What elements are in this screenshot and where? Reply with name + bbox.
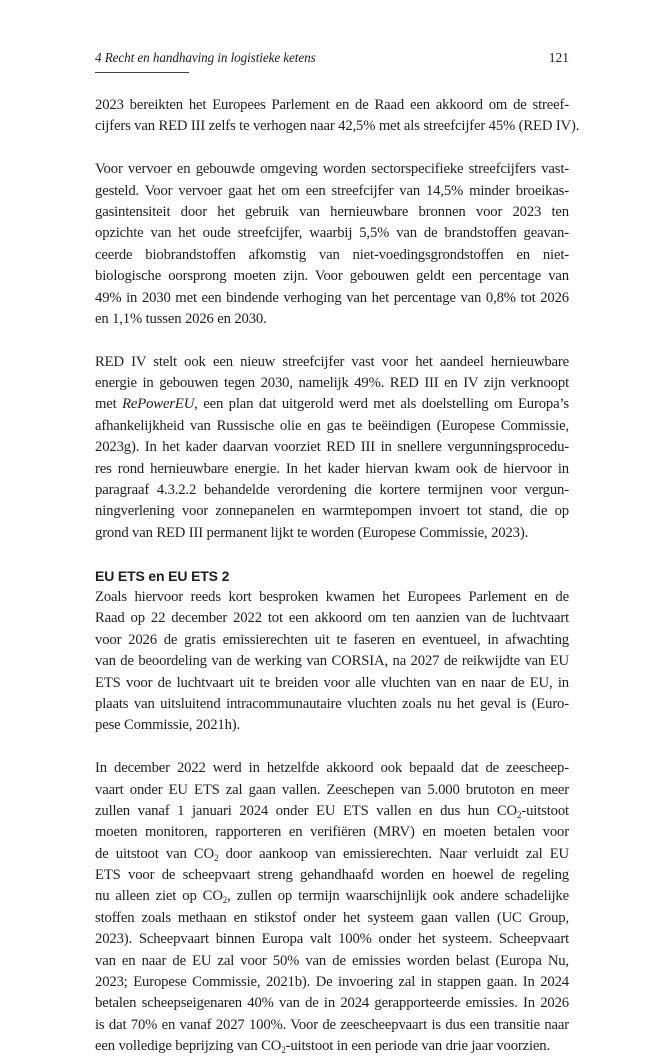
text-line: 2023 bereikten het Europees Parlement en de Raad een akkoord om de streef- [95,97,569,113]
text-line: 2023; Europese Commissie, 2021b). De invoering zal in stappen gaan. In 2024 [95,974,569,991]
text-line [95,801,569,822]
text-line [95,1036,569,1057]
text-line: paragraaf 4.3.2.2 behandelde verordening die kortere termijnen voor vergun- [95,482,569,499]
emphasis-repowereu: RePowerEU [122,396,195,413]
text-line: pese Commissie, 2021h). [95,717,241,734]
section-heading: EU ETS en EU ETS 2 [95,567,230,584]
text-line: In december 2022 werd in hetzelfde akkoord ook bepaald dat de zeescheep- [95,760,569,777]
text-line: energie in gebouwen tegen 2030, namelijk 49%. RED III en IV zijn verknoopt [95,375,569,392]
text-span: nu alleen ziet op CO [95,888,223,905]
text-line [95,886,569,907]
header-rule [95,72,189,73]
text-line: cijfers van RED III zelfs te verhogen naar 42,5% met als streefcijfer 45% (RED IV). [95,118,580,135]
text-line: is dat 70% en vanaf 2027 100%. Voor de zeescheepvaart is dus een transitie naar [95,1016,569,1033]
text-line: ETS voor de scheepvaart streng gehandhaafd worden en hoewel de regeling [95,867,569,884]
text-span: , een plan dat uitgerold werd met als doelstelling om Europa’s [194,396,569,413]
text-span: met [95,396,123,413]
text-span: , zullen op termijn waarschijnlijk ook andere schadelijke [227,888,569,905]
text-line: 2023). Scheepvaart binnen Europa valt 100% onder het systeem. Scheepvaart [95,931,569,948]
text-line: opzichte van het oude streefcijfer, waarbij 5,5% van de brandstoffen geavan- [95,225,569,242]
text-line: Voor vervoer en gebouwde omgeving worden sectorspecifieke streefcijfers vast- [95,161,569,178]
text-line: 49% in 2030 met een bindende verhoging van het percentage van 0,8% tot 2026 [95,289,569,306]
text-line: van de beoordeling van de werking van CORSIA, na 2027 de reikwijdte van EU [95,653,569,670]
text-span: zullen vanaf 1 januari 2024 onder EU ETS vallen en dus hun CO [95,802,518,819]
body-text [95,95,580,1058]
text-span: -uitstoot in een periode van drie jaar voorzien. [285,1038,551,1055]
subscript-2: 2 [222,895,228,906]
text-line [95,394,569,415]
paragraph-shipping [95,758,569,1057]
text-line: gesteld. Voor vervoer gaat het om een streefcijfer van 14,5% minder broeikas- [95,182,569,199]
paragraph-sector-targets [95,159,569,330]
text-line: ETS voor de luchtvaart uit te breiden voor alle vluchten van en naar de EU, in [95,674,569,691]
text-line [95,844,569,865]
text-line: Raad op 22 december 2022 tot een akkoord om ten aanzien van de luchtvaart [95,610,569,627]
paragraph-aviation [95,587,569,737]
text-line: res rond hernieuwbare energie. In het kader hiervan kwam ook de hiervoor in [95,460,569,477]
page-number: 121 [548,50,569,65]
text-line: van en naar de EU zal voor 50% van de emissies worden belast (Europa Nu, [95,952,569,969]
text-line: stoffen zoals methaan en stikstof onder het systeem gaan vallen (UC Group, [95,909,569,926]
text-span: door aankoop van emissierechten. Naar verluidt zal EU [218,845,570,862]
text-line: RED IV stelt ook een nieuw streefcijfer vast voor het aandeel hernieuwbare [95,353,569,370]
text-line: grond van RED III permanent lijkt te worden (Europese Commissie, 2023). [95,524,529,541]
chapter-title: 4 Recht en handhaving in logistieke ketens [95,50,316,65]
paragraph-red-iv-intro [95,95,580,138]
subscript-2: 2 [213,852,219,863]
subscript-2: 2 [517,809,522,820]
text-line: vaart onder EU ETS zal gaan vallen. Zeeschepen van 5.000 brutoton en meer [95,781,569,798]
text-line: moeten monitoren, rapporteren en verifiëren (MRV) en moeten betalen voor [95,824,569,841]
text-span: een volledige beprijzing van CO [95,1038,282,1055]
text-line: afhankelijkheid van Russische olie en gas te beëindigen (Europese Commissie, [95,417,569,434]
text-line: en 1,1% tussen 2026 en 2030. [95,310,267,327]
paragraph-repowereu [95,352,569,545]
text-line: Zoals hiervoor reeds kort besproken kwamen het Europees Parlement en de [95,589,569,605]
text-line: 2023g). In het kader daarvan voorziet RED III in snellere vergunningsprocedu- [95,439,569,456]
text-line: plaats van uitsluitend intracommunautaire vluchten zoals nu het geval is (Euro- [95,695,569,712]
text-line: gasintensiteit door het gebruik van hernieuwbare bronnen voor 2023 ten [95,203,569,220]
running-header [95,50,569,70]
text-line: voor 2026 de gratis emissierechten uit te faseren en eventueel, in afwachting [95,631,569,648]
text-line: betalen scheepseigenaren 40% van de in 2024 gerapporteerde emissies. In 2026 [95,995,569,1012]
subscript-2: 2 [281,1045,286,1056]
text-line: biologische oorsprong moeten zijn. Voor gebouwen geldt een percentage van [95,268,569,285]
text-span: -uitstoot [521,802,569,819]
text-line: ningverlening voor zonnepanelen en warmtepompen invoert tot stand, die op [95,503,569,520]
text-span: de uitstoot van CO [95,845,214,862]
text-line: ceerde biobrandstoffen afkomstig van niet-voedingsgrondstoffen en niet- [95,246,569,263]
